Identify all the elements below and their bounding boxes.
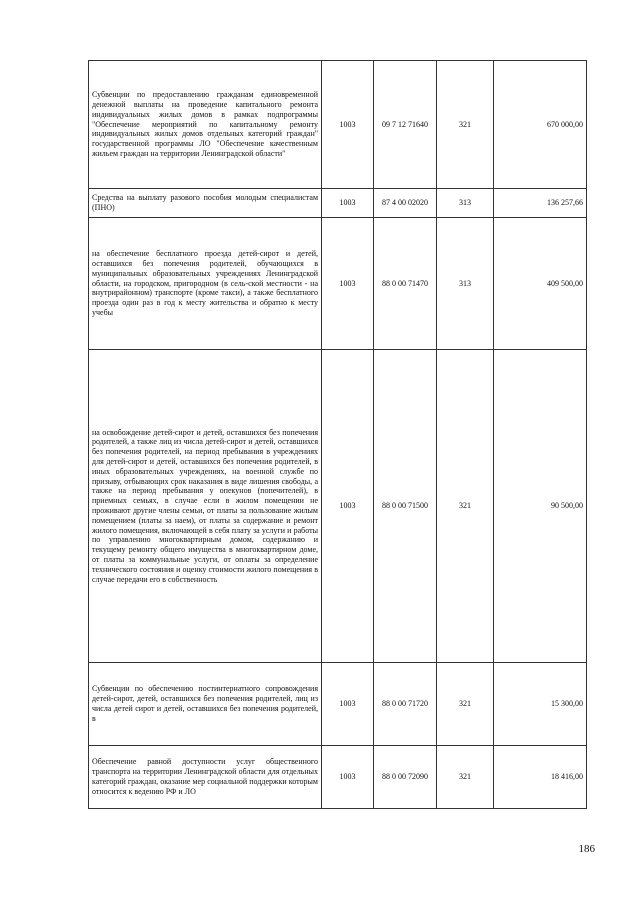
row-type-code: 321 xyxy=(437,61,494,189)
row-type-code: 321 xyxy=(437,746,494,809)
row-type-code: 321 xyxy=(437,350,494,663)
table-row xyxy=(89,189,587,218)
row-amount: 18 416,00 xyxy=(494,746,587,809)
table-row xyxy=(89,350,587,663)
row-description: на освобождение детей-сирот и детей, оставшихся без попечения родителей, а также лиц из числа детей-сирот и детей, оставшихся без попечения родителей, на период пребывания в учреждениях для детей-сирот и детей, оставшихся без попечения родителей, в иных образовательных учреждениях, на военной службе по призыву, отбывающих срок наказания в виде лишения свободы, а также на период пребывания у опекунов (попечителей), в приемных семьях, в случае если в жилом помещении не проживают другие члены семьи, от платы за пользование жилым помещением (платы за наем), от платы за содержание и ремонт жилого помещения, включающей в себя плату за услуги и работы по управлению многоквартирным домом, содержанию и текущему ремонту общего имущества в многоквартирном доме, от платы за коммунальные услуги, от оплаты за определение технического состояния и оценку стоимости жилого помещения в случае передачи его в собственность xyxy=(89,350,322,663)
row-amount: 15 300,00 xyxy=(494,663,587,746)
table-row xyxy=(89,746,587,809)
row-section-code: 1003 xyxy=(322,61,374,189)
page-number: 186 xyxy=(578,843,595,855)
row-amount: 670 000,00 xyxy=(494,61,587,189)
row-target-code: 88 0 00 71720 xyxy=(374,663,437,746)
row-description: Средства на выплату разового пособия молодым специалистам (ПНО) xyxy=(89,189,322,218)
row-target-code: 88 0 00 71470 xyxy=(374,218,437,350)
row-description: Обеспечение равной доступности услуг общественного транспорта на территории Ленинградской области для отдельных категорий граждан, оказание мер социальной поддержки которым относится к ведению РФ и ЛО xyxy=(89,746,322,809)
row-type-code: 321 xyxy=(437,663,494,746)
row-amount: 136 257,66 xyxy=(494,189,587,218)
row-description: Субвенции по предоставлению гражданам единовременной денежной выплаты на проведение капитального ремонта индивидуальных жилых домов в рамках подпрограммы "Обеспечение мероприятий по капитальному ремонту индивидуальных жилых домов отдельных категорий граждан" государственной программы ЛО "Обеспечение качественным жильем граждан на территории Ленинградской области" xyxy=(89,61,322,189)
row-target-code: 88 0 00 72090 xyxy=(374,746,437,809)
table-row xyxy=(89,663,587,746)
row-section-code: 1003 xyxy=(322,350,374,663)
row-target-code: 87 4 00 02020 xyxy=(374,189,437,218)
row-section-code: 1003 xyxy=(322,218,374,350)
row-section-code: 1003 xyxy=(322,663,374,746)
table-row xyxy=(89,61,587,189)
table-row xyxy=(89,218,587,350)
row-section-code: 1003 xyxy=(322,746,374,809)
row-target-code: 88 0 00 71500 xyxy=(374,350,437,663)
row-section-code: 1003 xyxy=(322,189,374,218)
budget-table xyxy=(88,60,587,809)
row-type-code: 313 xyxy=(437,189,494,218)
row-amount: 90 500,00 xyxy=(494,350,587,663)
row-amount: 409 500,00 xyxy=(494,218,587,350)
row-target-code: 09 7 12 71640 xyxy=(374,61,437,189)
row-type-code: 313 xyxy=(437,218,494,350)
row-description: на обеспечение бесплатного проезда детей-сирот и детей, оставшихся без попечения родителей, обучающихся в муниципальных образовательных учреждениях Ленинградской области, на городском, пригородном (в сель-ской местности - на внутрирайонном) транспорте (кроме такси), а также бесплатного проезда один раз в год к месту жительства и обратно к месту учебы xyxy=(89,218,322,350)
row-description: Субвенции по обеспечению постинтернатного сопровождения детей-сирот, детей, оставшихся без попечения родителей, лиц из числа детей сирот и детей, оставшихся без попечения родителей, в xyxy=(89,663,322,746)
